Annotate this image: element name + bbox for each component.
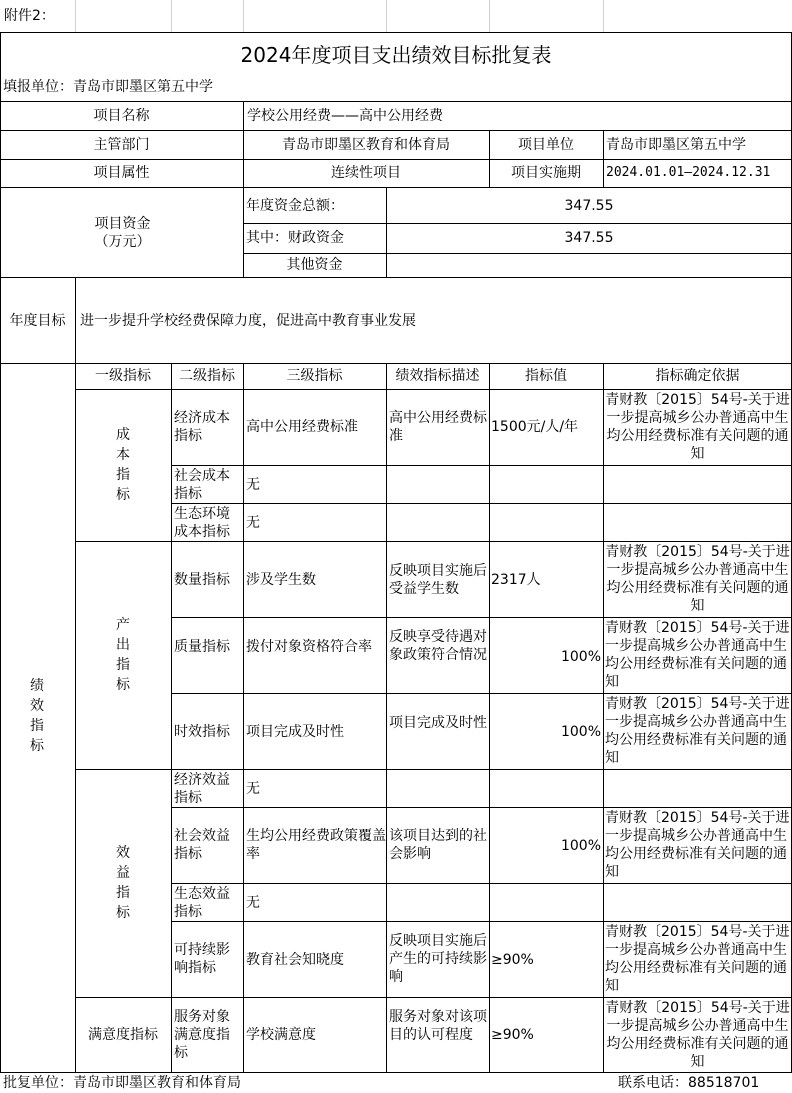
funds-total-label: 年度资金总额： xyxy=(246,198,344,214)
row-desc: 服务对象对该项目的认可程度 xyxy=(389,1009,487,1043)
row-l2: 质量指标 xyxy=(174,639,230,655)
row-l3: 高中公用经费标准 xyxy=(246,419,358,435)
group-output: 产出指标 xyxy=(116,617,130,693)
attr-label: 项目属性 xyxy=(93,165,150,181)
annual-goal-value: 进一步提升学校经费保障力度，促进高中教育事业发展 xyxy=(80,313,416,329)
row-desc: 高中公用经费标准 xyxy=(389,410,487,444)
row-basis: 青财教〔2015〕54号-关于进一步提高城乡公办普通高中生均公用经费标准有关问题的通知 xyxy=(605,810,790,880)
row-desc: 该项目达到的社会影响 xyxy=(389,828,487,862)
dept-value: 青岛市即墨区教育和体育局 xyxy=(282,137,450,153)
row-value: 100% xyxy=(560,838,601,854)
attr-value: 连续性项目 xyxy=(331,165,401,181)
group-satisfaction: 满意度指标 xyxy=(88,1027,158,1043)
row-value: ≥90% xyxy=(491,1027,534,1043)
row-l2: 经济效益指标 xyxy=(174,772,230,806)
unit-label: 项目单位 xyxy=(518,137,574,153)
row-value: 1500元/人/年 xyxy=(491,419,579,435)
contact-phone xyxy=(618,1074,759,1092)
project-name-label: 项目名称 xyxy=(93,108,150,124)
unit-value: 青岛市即墨区第五中学 xyxy=(606,137,746,153)
filler-value: 青岛市即墨区第五中学 xyxy=(73,79,213,95)
funds-fiscal-label: 其中：财政资金 xyxy=(246,230,344,246)
approver-label: 批复单位： xyxy=(3,1075,73,1091)
approver-value: 青岛市即墨区教育和体育局 xyxy=(73,1075,241,1091)
row-l3: 无 xyxy=(246,781,260,797)
funds-other-label: 其他资金 xyxy=(286,257,343,273)
row-l3: 拨付对象资格符合率 xyxy=(246,639,372,655)
group-cost: 成本指标 xyxy=(116,427,130,503)
row-desc: 项目完成及时性 xyxy=(389,715,487,731)
approver xyxy=(3,1074,241,1092)
row-l2: 时效指标 xyxy=(174,724,230,740)
page-title: 2024年度项目支出绩效目标批复表 xyxy=(240,43,552,67)
phone-label: 联系电话： xyxy=(618,1075,688,1091)
attachment-label: 附件2： xyxy=(4,8,55,24)
funds-fiscal-value: 347.55 xyxy=(564,230,614,246)
funds-total-value: 347.55 xyxy=(564,198,614,214)
row-l3: 教育社会知晓度 xyxy=(246,952,344,968)
row-value: 2317人 xyxy=(491,572,541,588)
header-l1: 一级指标 xyxy=(95,368,151,384)
row-l2: 服务对象满意度指标 xyxy=(174,1009,230,1061)
row-l3: 无 xyxy=(246,895,260,911)
row-l3: 生均公用经费政策覆盖率 xyxy=(246,828,386,862)
row-l3: 项目完成及时性 xyxy=(246,724,344,740)
row-basis: 青财教〔2015〕54号-关于进一步提高城乡公办普通高中生均公用经费标准有关问题的通知 xyxy=(605,620,790,690)
row-l3: 学校满意度 xyxy=(246,1027,316,1043)
annual-goal-label: 年度目标 xyxy=(9,313,66,329)
row-l3: 涉及学生数 xyxy=(246,572,316,588)
perf-label: 绩效指标 xyxy=(30,678,44,754)
row-l2: 经济成本指标 xyxy=(174,410,230,444)
row-basis: 青财教〔2015〕54号-关于进一步提高城乡公办普通高中生均公用经费标准有关问题的通知 xyxy=(605,924,790,994)
row-desc: 反映项目实施后产生的可持续影响 xyxy=(389,933,487,985)
row-basis: 青财教〔2015〕54号-关于进一步提高城乡公办普通高中生均公用经费标准有关问题的通知 xyxy=(605,696,790,766)
header-basis: 指标确定依据 xyxy=(655,368,740,384)
row-l2: 生态效益指标 xyxy=(174,886,230,920)
period-label: 项目实施期 xyxy=(511,165,581,181)
project-name-value: 学校公用经费——高中公用经费 xyxy=(247,108,443,124)
header-l2: 二级指标 xyxy=(179,368,235,384)
row-desc: 反映享受待遇对象政策符合情况 xyxy=(389,629,487,663)
row-l2: 可持续影响指标 xyxy=(174,942,230,976)
header-l3: 三级指标 xyxy=(286,368,343,384)
group-benefit: 效益指标 xyxy=(116,845,130,921)
funds-label: 项目资金（万元） xyxy=(94,216,151,250)
row-l2: 社会效益指标 xyxy=(174,828,230,862)
row-l3: 无 xyxy=(246,477,260,493)
row-l2: 社会成本指标 xyxy=(174,468,230,502)
phone-value: 88518701 xyxy=(688,1075,760,1091)
row-desc: 反映项目实施后受益学生数 xyxy=(389,563,487,597)
row-basis: 青财教〔2015〕54号-关于进一步提高城乡公办普通高中生均公用经费标准有关问题的通知 xyxy=(605,544,790,614)
row-value: 100% xyxy=(560,649,601,665)
filler-unit xyxy=(3,78,213,96)
filler-label: 填报单位： xyxy=(3,79,73,95)
row-l2: 生态环境成本指标 xyxy=(174,506,230,540)
row-value: 100% xyxy=(560,724,601,740)
row-basis: 青财教〔2015〕54号-关于进一步提高城乡公办普通高中生均公用经费标准有关问题的通知 xyxy=(605,392,790,462)
row-l2: 数量指标 xyxy=(174,572,230,588)
period-value: 2024.01.01—2024.12.31 xyxy=(606,165,771,180)
header-desc: 绩效指标描述 xyxy=(395,368,480,384)
row-value: ≥90% xyxy=(491,952,534,968)
row-l3: 无 xyxy=(246,515,260,531)
dept-label: 主管部门 xyxy=(93,137,150,153)
header-value: 指标值 xyxy=(525,368,567,384)
row-basis: 青财教〔2015〕54号-关于进一步提高城乡公办普通高中生均公用经费标准有关问题的通知 xyxy=(605,1000,790,1070)
